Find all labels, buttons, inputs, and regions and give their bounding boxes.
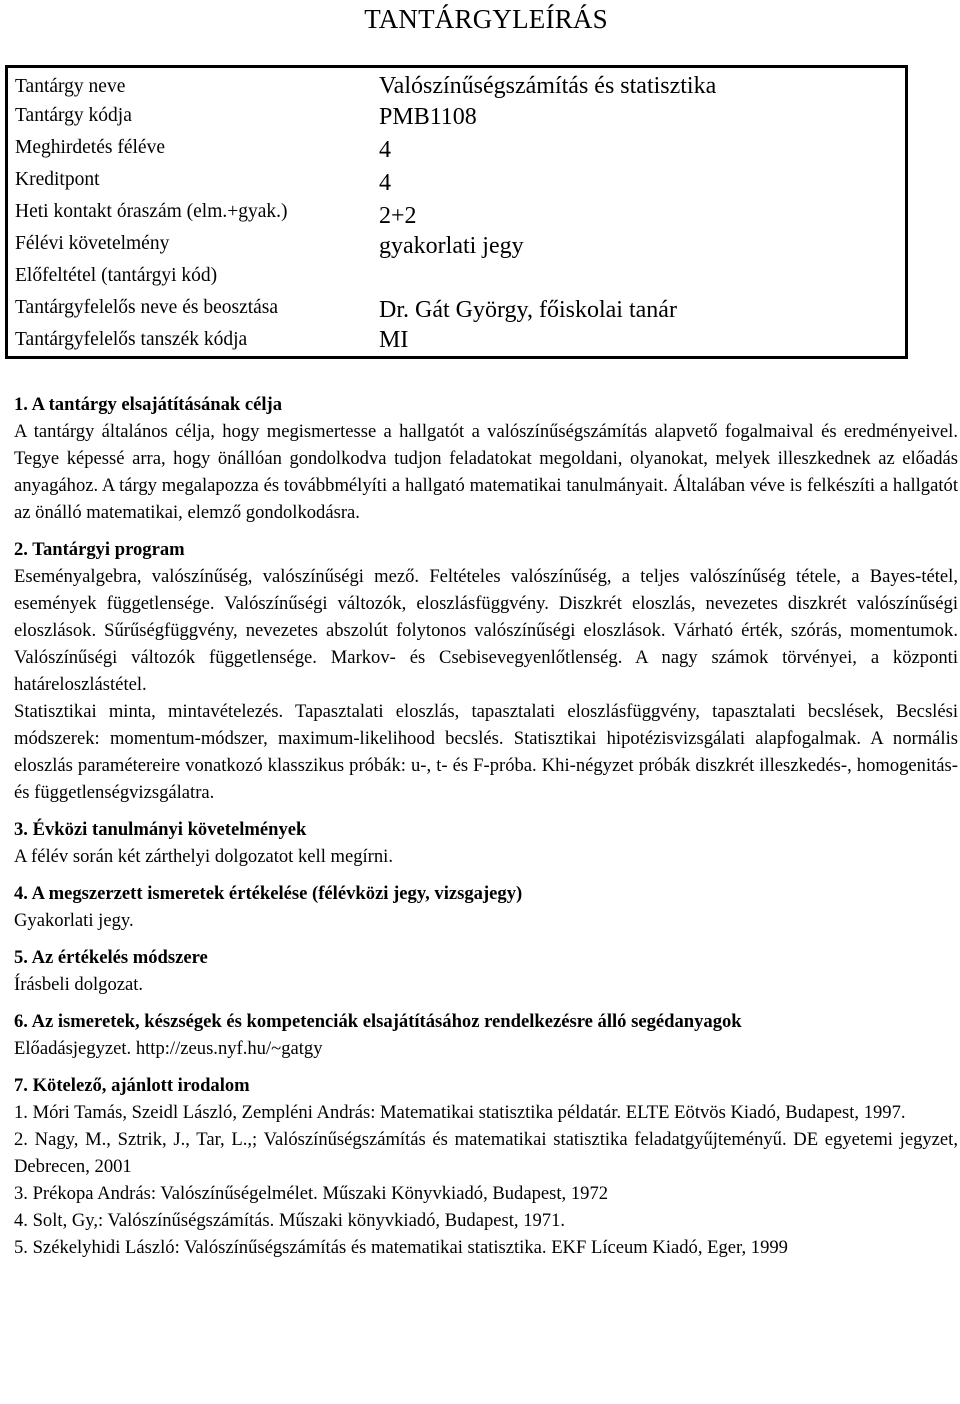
reference-item: 5. Székelyhidi László: Valószínűségszámítás és matematikai statisztika. EKF Líceum Kiadó, Eger, 1999: [14, 1237, 788, 1258]
info-label: Tantárgy kódja: [15, 105, 132, 126]
info-label: Tantárgyfelelős neve és beosztása: [15, 297, 279, 318]
course-description: [14, 391, 958, 1261]
section-heading-requirements: 3. Évközi tanulmányi követelmények: [14, 819, 307, 840]
info-label: Heti kontakt óraszám (elm.+gyak.): [15, 201, 288, 222]
info-value: Valószínűségszámítás és statisztika: [379, 73, 717, 99]
info-value: MI: [379, 327, 409, 353]
info-value: Dr. Gát György, főiskolai tanár: [379, 297, 677, 323]
reference-item: 1. Móri Tamás, Szeidl László, Zempléni András: Matematikai statisztika példatár. ELTE Eötvös Kiadó, Budapest, 1997.: [14, 1102, 906, 1123]
reference-item: 3. Prékopa András: Valószínűségelmélet. Műszaki Könyvkiadó, Budapest, 1972: [14, 1183, 609, 1204]
document-title: TANTÁRGYLEÍRÁS: [364, 4, 608, 34]
info-label: Tantárgy neve: [15, 76, 126, 97]
section-heading-materials: 6. Az ismeretek, készségek és kompetenciák elsajátításához rendelkezésre álló segédanyagok: [14, 1011, 742, 1032]
section-heading-literature: 7. Kötelező, ajánlott irodalom: [14, 1075, 250, 1096]
section-text-requirements: A félév során két zárthelyi dolgozatot kell megírni.: [14, 846, 393, 867]
section-heading-evaluation: 4. A megszerzett ismeretek értékelése (félévközi jegy, vizsgajegy): [14, 883, 523, 904]
info-label: Félévi követelmény: [15, 233, 170, 254]
section-text-materials: Előadásjegyzet. http://zeus.nyf.hu/~gatgy: [14, 1038, 323, 1059]
info-value: PMB1108: [379, 104, 477, 130]
info-value: gyakorlati jegy: [379, 233, 524, 259]
reference-item: 2. Nagy, M., Sztrik, J., Tar, L.,; Valószínűségszámítás és matematikai statisztika feladatgyűjteményű. DE egyetemi jegyzet, Debrecen, 2001: [14, 1129, 958, 1177]
section-text-goal: A tantárgy általános célja, hogy megismertesse a hallgatót a valószínűségszámítás alapvető fogalmaival és eredményeivel. Tegye képessé arra, hogy önállóan gondolkodva tudjon feladatokat megoldani, olyanokat, melyek illeszkednek az előadás anyagához. A tárgy megalapozza és továbbmélyíti a hallgató matematikai tanulmányait. Általában véve is felkészíti a hallgatót az önálló matematikai, elemző gondolkodásra.: [14, 421, 958, 523]
course-info-table: [5, 65, 908, 359]
section-heading-program: 2. Tantárgyi program: [14, 539, 185, 560]
info-value: 4: [379, 137, 391, 163]
info-value: 2+2: [379, 203, 417, 229]
section-text-method: Írásbeli dolgozat.: [14, 974, 144, 995]
info-value: 4: [379, 170, 391, 196]
section-text-evaluation: Gyakorlati jegy.: [14, 910, 134, 931]
reference-item: 4. Solt, Gy,: Valószínűségszámítás. Műszaki könyvkiadó, Budapest, 1971.: [14, 1210, 566, 1231]
section-text-program-probability: Eseményalgebra, valószínűség, valószínűségi mező. Feltételes valószínűség, a teljes valószínűség tétele, a Bayes-tétel, események függetlensége. Valószínűségi változók, eloszlásfüggvény. Diszkrét eloszlás, nevezetes diszkrét valószínűségi eloszlások. Sűrűségfüggvény, nevezetes abszolút folytonos valószínűségi eloszlások. Várható érték, szórás, momentumok. Valószínűségi változók függetlensége. Markov- és Csebisevegyenlőtlenség. A nagy számok törvényei, a központi határeloszlástétel.: [14, 566, 958, 695]
info-label: Meghirdetés féléve: [15, 137, 165, 158]
info-label: Kreditpont: [15, 169, 100, 190]
info-label: Előfeltétel (tantárgyi kód): [15, 265, 218, 286]
section-text-program-statistics: Statisztikai minta, mintavételezés. Tapasztalati eloszlás, tapasztalati eloszlásfüggvény, tapasztalati becslések, Becslési módszerek: momentum-módszer, maximum-likelihood becslés. Statisztikai hipotézisvizsgálati alapfogalmak. A normális eloszlás paramétereire vonatkozó klasszikus próbák: u-, t- és F-próba. Khi-négyzet próbák diszkrét illeszkedés-, homogenitás- és függetlenségvizsgálatra.: [14, 701, 958, 803]
section-heading-method: 5. Az értékelés módszere: [14, 947, 208, 968]
section-heading-goal: 1. A tantárgy elsajátításának célja: [14, 394, 283, 415]
info-label: Tantárgyfelelős tanszék kódja: [15, 329, 248, 350]
